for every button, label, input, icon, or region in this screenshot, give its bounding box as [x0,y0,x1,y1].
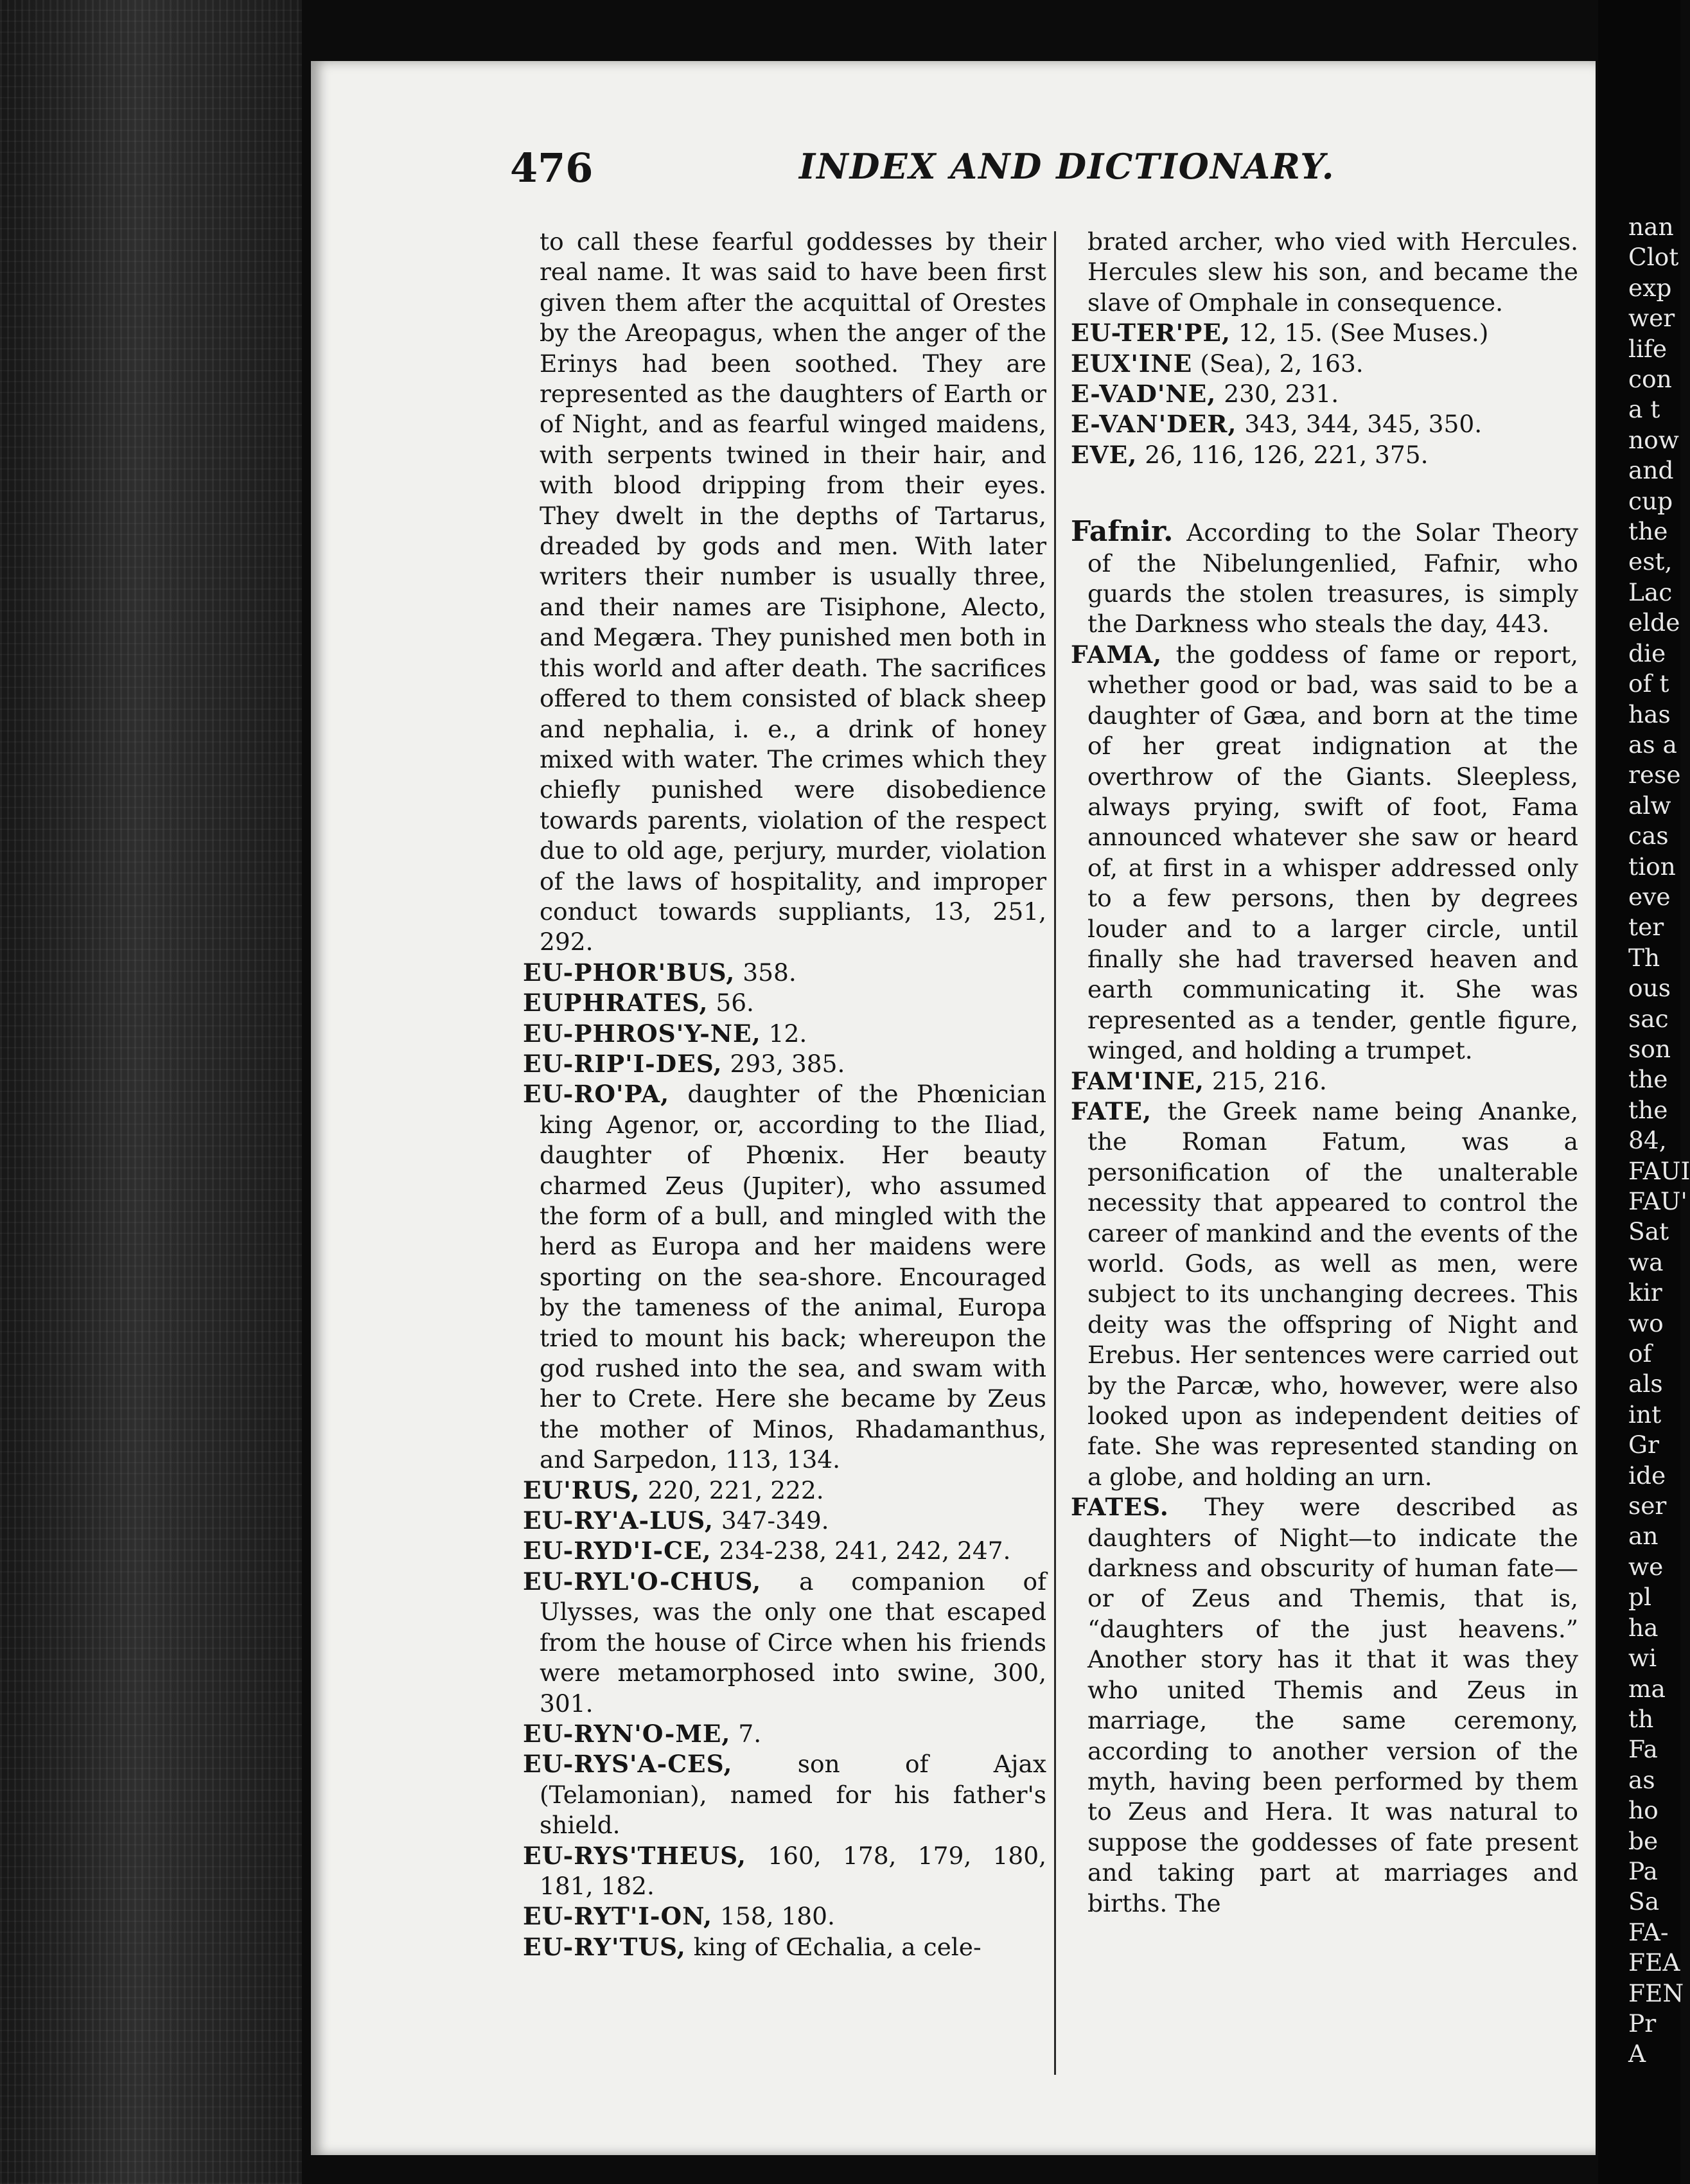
neighbor-page-fragment: ser [1628,1492,1667,1520]
index-entry [1071,409,1578,439]
neighbor-page-fragment: tion [1628,852,1676,881]
neighbor-page-fragment: kir [1628,1278,1662,1307]
running-head [311,61,1596,202]
index-entry [1071,379,1578,409]
neighbor-page-fragment: wo [1628,1308,1664,1337]
entry-headword: EU-RY'TUS, [523,1932,686,1961]
entry-text: 343, 344, 345, 350. [1237,410,1483,439]
neighbor-page-fragment: now [1628,425,1679,454]
neighbor-page-fragment: life [1628,334,1668,363]
neighbor-page-fragment: be [1628,1826,1659,1855]
book-page [311,61,1596,2155]
entry-headword: EU'RUS, [523,1475,640,1504]
neighbor-page-fragment: ha [1628,1613,1659,1642]
neighbor-page-fragment: die [1628,638,1666,667]
page-number: 476 [510,145,594,191]
entry-text: 56. [708,989,754,1017]
neighbor-page-fragment: wi [1628,1644,1657,1673]
entry-text: 230, 231. [1216,380,1339,409]
entry-text: to call these fearful goddesses by their real name. It was said to have been first given them after the acquittal of Orestes by the Areopagus, when the anger of the Erinys had been soothed. They are represented as the daughters of Earth or of Night, and as fearful winged maidens, with serpents twined in their hair, and with blood dripping from their eyes. They dwelt in the depths of Tartarus, dreaded by gods and men. With later writers their number is usually three, and their names are Tisiphone, Alecto, and Megæra. They punished men both in this world and after death. The sacrifices offered to them consisted of black sheep and nephalia, i. e., a drink of honey mixed with water. The crimes which they chiefly punished were disobedience towards parents, violation of the respect due to old age, perjury, murder, violation of the laws of hospitality, and improper conduct towards suppliants, 13, 251, 292. [540,227,1046,956]
index-entry [523,1567,1046,1719]
entry-headword: Fafnir. [1071,515,1174,549]
index-entry [1071,440,1578,470]
entry-text: 215, 216. [1204,1066,1327,1095]
index-entry [1071,349,1578,379]
entry-headword: EUX'INE [1071,349,1193,378]
index-entry [1071,318,1578,348]
neighbor-page-fragment: FA- [1628,1917,1669,1946]
index-entry [1071,1492,1578,1919]
neighbor-page-fragment: ide [1628,1461,1666,1490]
neighbor-page-fragment: the [1628,1095,1668,1124]
neighbor-page-fragment: nan [1628,213,1674,241]
entry-text: According to the Solar Theory of the Nibelungenlied, Fafnir, who guards the stolen treasures, is simply the Darkness who steals the day, 443. [1087,518,1578,638]
entry-text: a companion of Ulysses, was the only one that escaped from the house of Circe when his friends were metamorphosed into swine, 300, 301. [540,1567,1046,1718]
entry-text: 160, 178, 179, 180, 181, 182. [540,1841,1046,1900]
entry-text: 220, 221, 222. [640,1475,824,1504]
index-entry [523,1019,1046,1049]
index-entry [523,1901,1046,1932]
index-entry [1071,516,1578,640]
index-entry [523,1079,1046,1475]
entry-text: son of Ajax (Telamonian), named for his father's shield. [540,1750,1046,1840]
neighbor-page-fragment: 84, [1628,1126,1667,1155]
neighbor-page-fragment: int [1628,1400,1662,1429]
entry-text: (Sea), 2, 163. [1192,349,1364,378]
entry-headword: EU-PHROS'Y-NE, [523,1019,761,1048]
neighbor-page-fragment: as [1628,1765,1655,1794]
neighbor-page-fragment: as a [1628,730,1677,759]
neighbor-page-fragment: est, [1628,547,1673,576]
entry-headword: EU-RIP'I-DES, [523,1049,723,1078]
neighbor-page-fragment: rese [1628,761,1681,789]
neighbor-page-fragment: an [1628,1522,1659,1551]
entry-text: 234-238, 241, 242, 247. [711,1537,1011,1565]
entry-text: 12. [761,1019,807,1048]
neighbor-page-fragment: ma [1628,1674,1666,1703]
neighbor-page-fragment: exp [1628,273,1672,302]
entry-text: 12, 15. (See Muses.) [1230,319,1489,348]
neighbor-page-fragment: Sa [1628,1887,1660,1916]
neighbor-page-fragment: son [1628,1034,1671,1063]
entry-headword: EU-RY'A-LUS, [523,1506,714,1535]
neighbor-page-fragment: we [1628,1552,1664,1581]
entry-text: the Greek name being Ananke, the Roman Fatum, was a personification of the unalterable necessity that appeared to control the career of mankind and the events of the world. Gods, as well as men, were subject to its unchanging decrees. This deity was the offspring of Night and Erebus. Her sentences were carried out by the Parcæ, who, however, were also looked upon as independent deities of fate. She was represented standing on a globe, and holding an urn. [1087,1096,1578,1491]
entry-text: 158, 180. [712,1902,835,1931]
page-header-title: INDEX AND DICTIONARY. [799,146,1335,187]
index-entry [523,227,1046,958]
index-entry [523,1475,1046,1506]
neighbor-page-fragment: con [1628,365,1672,394]
entry-text: the goddess of fame or report, whether good or bad, was said to be a daughter of Gæa, and born at the time of her great indignation at the overthrow of the Giants. Sleepless, always prying, swift of foot, Fama announced whatever she saw or heard of, at first in a whisper addressed only to a few persons, then by degrees louder and to a larger circle, until finally she had traversed heaven and earth communicating it. She was represented as a tender, gentle figure, winged, and holding a trumpet. [1087,640,1578,1065]
neighbor-page-fragment: Sat [1628,1217,1669,1246]
index-entry [523,988,1046,1018]
entry-text: king of Œchalia, a cele- [685,1932,981,1961]
entry-headword: EU-TER'PE, [1071,319,1231,348]
entry-headword: EU-RYT'I-ON, [523,1902,713,1931]
column-divider [1054,231,1056,2075]
entry-headword: EU-RYS'A-CES, [523,1750,733,1779]
entry-headword: FAM'INE, [1071,1066,1204,1095]
book-gutter-margin [0,0,302,2184]
neighbor-page-fragment: wer [1628,304,1675,333]
neighbor-page-fragment: Pa [1628,1856,1658,1885]
right-column [1071,227,1578,1919]
entry-headword: E-VAN'DER, [1071,410,1237,439]
entry-headword: EUPHRATES, [523,989,709,1017]
neighbor-page-fragment: ous [1628,974,1671,1003]
neighbor-page-fragment: ter [1628,913,1664,942]
entry-text: 26, 116, 126, 221, 375. [1137,440,1429,469]
index-entry [1071,1096,1578,1492]
index-entry [1071,227,1578,318]
section-break [1071,470,1578,516]
entry-text: brated archer, who vied with Hercules. Hercules slew his son, and became the slave of Omphale in consequence. [1087,227,1578,317]
neighbor-page-fragment: sac [1628,1004,1669,1033]
neighbor-page-fragment: eve [1628,882,1671,911]
neighbor-page-fragment: alw [1628,791,1671,820]
index-entry [523,1749,1046,1840]
entry-headword: FAMA, [1071,640,1163,669]
entry-headword: EU-RO'PA, [523,1080,670,1109]
neighbor-page-fragment: a t [1628,395,1660,424]
index-entry [523,1932,1046,1962]
index-entry [523,1536,1046,1566]
index-entry [1071,1066,1578,1096]
neighbor-page-fragment: cas [1628,822,1669,850]
neighbor-page-fragment: pl [1628,1583,1651,1612]
neighbor-page-fragment: ho [1628,1796,1659,1825]
neighbor-page-fragment: and [1628,456,1674,485]
entry-headword: EU-RYD'I-CE, [523,1537,712,1565]
neighbor-page-fragment: FEA [1628,1948,1680,1977]
index-entry [523,1719,1046,1749]
entry-headword: EU-PHOR'BUS, [523,958,735,987]
index-entry [523,1049,1046,1079]
left-column [523,227,1046,1962]
neighbor-page-fragment: cup [1628,486,1673,515]
neighbor-page-fragment: als [1628,1369,1663,1398]
entry-text: 7. [730,1719,762,1748]
entry-headword: EU-RYL'O-CHUS, [523,1567,762,1596]
neighbor-page-fragment: Gr [1628,1431,1659,1459]
entry-headword: FATE, [1071,1096,1152,1125]
entry-text: 293, 385. [722,1049,845,1078]
neighbor-page-fragment: Lac [1628,577,1673,606]
neighbor-page-fragment: Fa [1628,1735,1658,1764]
neighbor-page-fragment: FEN [1628,1978,1684,2007]
neighbor-page-fragment: FAUI [1628,1156,1690,1185]
index-entry [523,958,1046,988]
neighbor-page-fragment: of [1628,1339,1652,1368]
entry-text: 347-349. [713,1506,829,1535]
index-entry [523,1506,1046,1536]
neighbor-page-fragment: Clot [1628,243,1679,272]
neighbor-page-fragment: of t [1628,669,1669,698]
neighbor-page-fragment: FAU' [1628,1187,1687,1215]
entry-text: 358. [735,958,797,987]
neighbor-page-fragment: A [1628,2039,1646,2068]
neighbor-page-fragment: the [1628,1065,1668,1094]
neighbor-page-fragment: Th [1628,943,1660,972]
neighbor-page-fragment: th [1628,1704,1654,1733]
entry-headword: FATES. [1071,1493,1169,1522]
neighbor-page-fragment: elde [1628,608,1680,637]
entry-headword: E-VAD'NE, [1071,380,1217,409]
neighbor-page-edge [1628,212,1690,2068]
neighbor-page-fragment: has [1628,700,1671,728]
neighbor-page-fragment: the [1628,517,1668,546]
entry-text: daughter of the Phœnician king Agenor, or, according to the Iliad, daughter of Phœnix. Her beauty charmed Zeus (Jupiter), who assumed the form of a bull, and mingled with the herd as Europa and her maidens were sporting on the sea-shore. Encouraged by the tameness of the animal, Europa tried to mount his back; whereupon the god rushed into the sea, and swam with her to Crete. Here she became by Zeus the mother of Minos, Rhadamanthus, and Sarpedon, 113, 134. [540,1080,1046,1474]
entry-headword: EU-RYS'THEUS, [523,1841,746,1870]
entry-headword: EU-RYN'O-ME, [523,1719,731,1748]
neighbor-page-fragment: wa [1628,1247,1664,1276]
entry-headword: EVE, [1071,440,1138,469]
neighbor-page-fragment: Pr [1628,2009,1657,2038]
index-entry [1071,640,1578,1066]
index-entry [523,1841,1046,1902]
entry-text: They were described as daughters of Night—to indicate the darkness and obscurity of human fate—or of Zeus and Themis, that is, “daughters of the just heavens.” Another story has it that it was they who united Themis and Zeus in marriage, the same ceremony, according to another version of the myth, having been performed by them to Zeus and Hera. It was natural to suppose the goddesses of fate present and taking part at marriages and births. The [1087,1493,1578,1917]
